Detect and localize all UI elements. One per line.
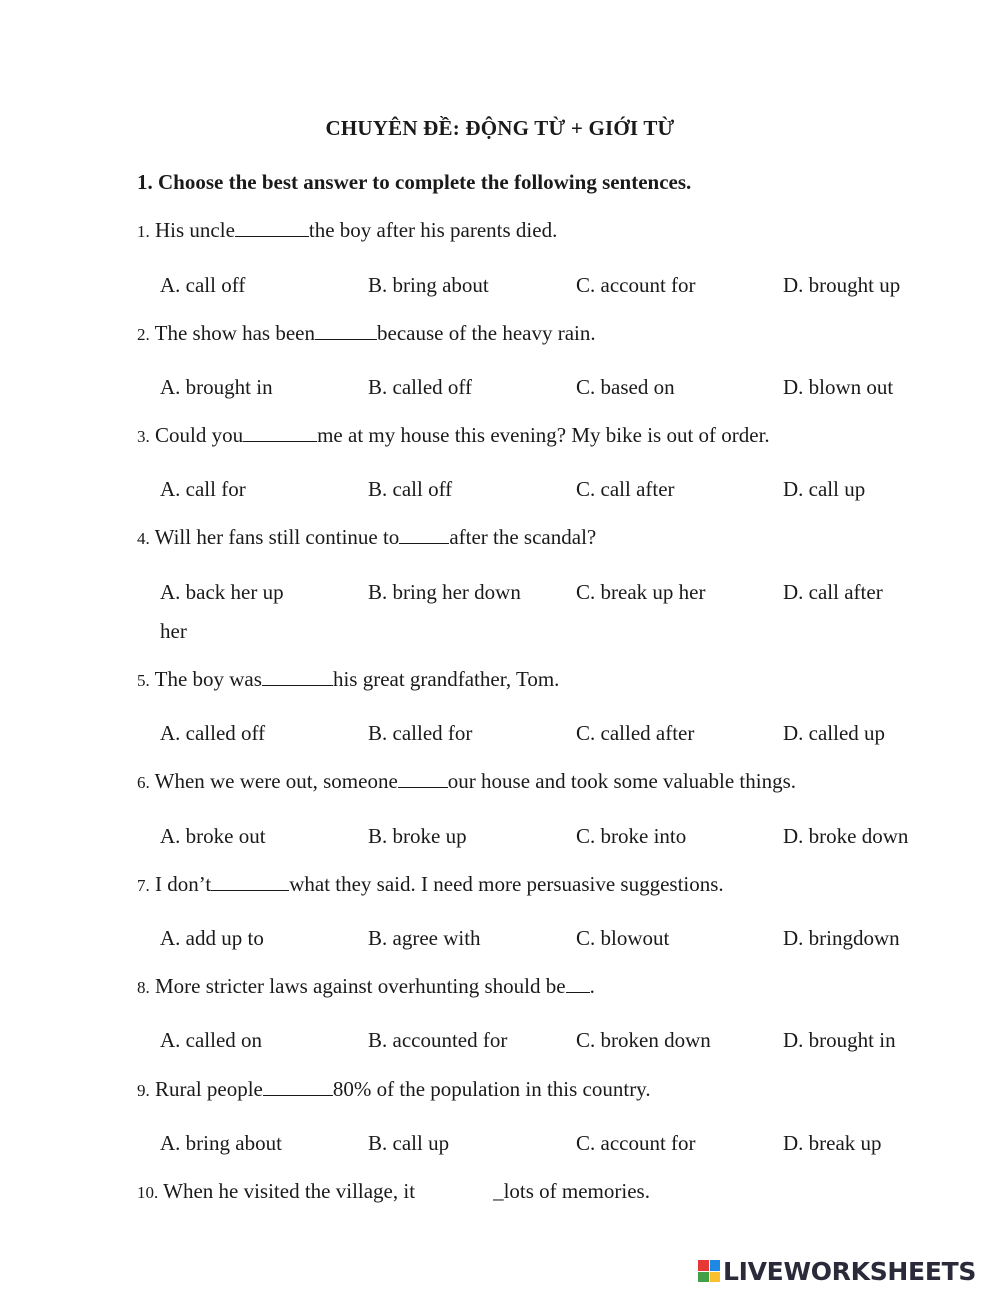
- question-number: 1.: [137, 222, 150, 241]
- option-b[interactable]: B. accounted for: [368, 1028, 508, 1052]
- question-2: [137, 321, 596, 346]
- options-row-5: [0, 721, 1000, 751]
- question-1: [137, 218, 557, 243]
- question-6: [137, 769, 796, 794]
- question-9: [137, 1077, 651, 1102]
- question-text-after: the boy after his parents died.: [308, 218, 558, 242]
- option-a[interactable]: A. bring about: [160, 1131, 282, 1155]
- answer-blank[interactable]: [243, 424, 317, 442]
- logo-block-red: [698, 1260, 709, 1271]
- question-text-before: His uncle: [149, 218, 235, 242]
- section-heading: 1. Choose the best answer to complete the following sentences.: [137, 170, 692, 194]
- question-4: [137, 525, 596, 550]
- option-b[interactable]: B. agree with: [368, 926, 481, 950]
- option-d[interactable]: D. brought in: [783, 1028, 896, 1052]
- question-number: 3.: [137, 427, 150, 446]
- question-text-after: 80% of the population in this country.: [332, 1077, 651, 1101]
- option-d[interactable]: D. bringdown: [783, 926, 900, 950]
- answer-blank[interactable]: [399, 528, 449, 544]
- question-text-before: The boy was: [149, 667, 262, 691]
- option-a[interactable]: A. called on: [160, 1028, 263, 1052]
- question-text-after: _lots of memories.: [493, 1179, 650, 1203]
- option-c[interactable]: C. account for: [576, 1131, 696, 1155]
- option-b[interactable]: B. bring her down: [368, 580, 521, 604]
- question-number: 6.: [137, 773, 150, 792]
- logo-text: LIVEWORKSHEETS: [723, 1256, 977, 1286]
- logo-block-green: [698, 1272, 709, 1283]
- question-number: 9.: [137, 1081, 150, 1100]
- question-number: 8.: [137, 978, 150, 997]
- options-row-6: [0, 824, 1000, 854]
- question-text-after: after the scandal?: [449, 525, 597, 549]
- option-c[interactable]: C. called after: [576, 721, 695, 745]
- answer-blank[interactable]: [263, 1080, 333, 1096]
- option-a[interactable]: A. called off: [160, 721, 266, 745]
- answer-blank[interactable]: [315, 324, 377, 340]
- question-text-before: I don’t: [149, 872, 212, 896]
- option-c[interactable]: C. break up her: [576, 580, 706, 604]
- answer-blank[interactable]: [235, 219, 309, 237]
- option-d[interactable]: D. blown out: [783, 375, 894, 399]
- option-a[interactable]: A. call off: [160, 273, 246, 297]
- option-a[interactable]: A. brought in: [160, 375, 273, 399]
- option-c[interactable]: C. call after: [576, 477, 675, 501]
- option-d[interactable]: D. broke down: [783, 824, 909, 848]
- options-row-1: [0, 273, 1000, 303]
- question-number: 5.: [137, 671, 150, 690]
- logo-block-yellow: [710, 1272, 721, 1283]
- options-row-8: [0, 1028, 1000, 1058]
- question-number: 7.: [137, 876, 150, 895]
- answer-blank[interactable]: [415, 1183, 493, 1198]
- option-b[interactable]: B. broke up: [368, 824, 467, 848]
- logo-blocks-icon: [698, 1260, 720, 1282]
- question-number: 2.: [137, 325, 150, 344]
- question-text-before: When he visited the village, it: [158, 1179, 416, 1203]
- question-10: [137, 1179, 650, 1204]
- answer-blank[interactable]: [211, 875, 289, 891]
- option-b[interactable]: B. call up: [368, 1131, 450, 1155]
- option-c[interactable]: C. blowout: [576, 926, 670, 950]
- option-b[interactable]: B. bring about: [368, 273, 489, 297]
- options-row-2: [0, 375, 1000, 405]
- answer-blank[interactable]: [566, 975, 590, 993]
- options-row-4: [0, 580, 1000, 610]
- liveworksheets-logo[interactable]: [698, 1256, 976, 1286]
- question-text-after: because of the heavy rain.: [377, 321, 596, 345]
- page-title: CHUYÊN ĐỀ: ĐỘNG TỪ + GIỚI TỪ: [325, 116, 675, 140]
- question-text-before: Will her fans still continue to: [149, 525, 400, 549]
- question-text-before: More stricter laws against overhunting should be: [149, 974, 566, 998]
- question-text-after: .: [589, 974, 595, 998]
- question-8: [137, 974, 595, 999]
- option-a[interactable]: A. back her up: [160, 580, 284, 604]
- options-row-7: [0, 926, 1000, 956]
- option-a[interactable]: A. add up to: [160, 926, 264, 950]
- option-b[interactable]: B. called off: [368, 375, 472, 399]
- question-text-after: our house and took some valuable things.: [447, 769, 796, 793]
- option-d[interactable]: D. brought up: [783, 273, 901, 297]
- question-text-after: his great grandfather, Tom.: [332, 667, 560, 691]
- question-5: [137, 667, 559, 692]
- option-a[interactable]: A. call for: [160, 477, 246, 501]
- options-row-3: [0, 477, 1000, 507]
- option-c[interactable]: C. based on: [576, 375, 675, 399]
- question-number: 10.: [137, 1183, 159, 1202]
- options-row-9: [0, 1131, 1000, 1161]
- answer-blank[interactable]: [398, 772, 448, 788]
- option-d[interactable]: D. called up: [783, 721, 886, 745]
- option-d[interactable]: D. call after: [783, 580, 883, 604]
- question-7: [137, 872, 724, 897]
- question-text-before: Could you: [149, 423, 244, 447]
- option-c[interactable]: C. account for: [576, 273, 696, 297]
- question-text-before: When we were out, someone: [149, 769, 398, 793]
- logo-block-blue: [710, 1260, 721, 1271]
- option-c[interactable]: C. broke into: [576, 824, 687, 848]
- answer-blank[interactable]: [262, 668, 333, 686]
- question-number: 4.: [137, 529, 150, 548]
- question-text-after: me at my house this evening? My bike is out of order.: [317, 423, 770, 447]
- option-d-continuation: her: [160, 619, 187, 643]
- question-text-after: what they said. I need more persuasive suggestions.: [289, 872, 724, 896]
- option-b[interactable]: B. called for: [368, 721, 473, 745]
- question-text-before: Rural people: [149, 1077, 263, 1101]
- question-text-before: The show has been: [149, 321, 315, 345]
- option-d[interactable]: D. call up: [783, 477, 866, 501]
- option-a[interactable]: A. broke out: [160, 824, 266, 848]
- option-c[interactable]: C. broken down: [576, 1028, 711, 1052]
- question-3: [137, 423, 770, 448]
- option-d[interactable]: D. break up: [783, 1131, 882, 1155]
- option-b[interactable]: B. call off: [368, 477, 453, 501]
